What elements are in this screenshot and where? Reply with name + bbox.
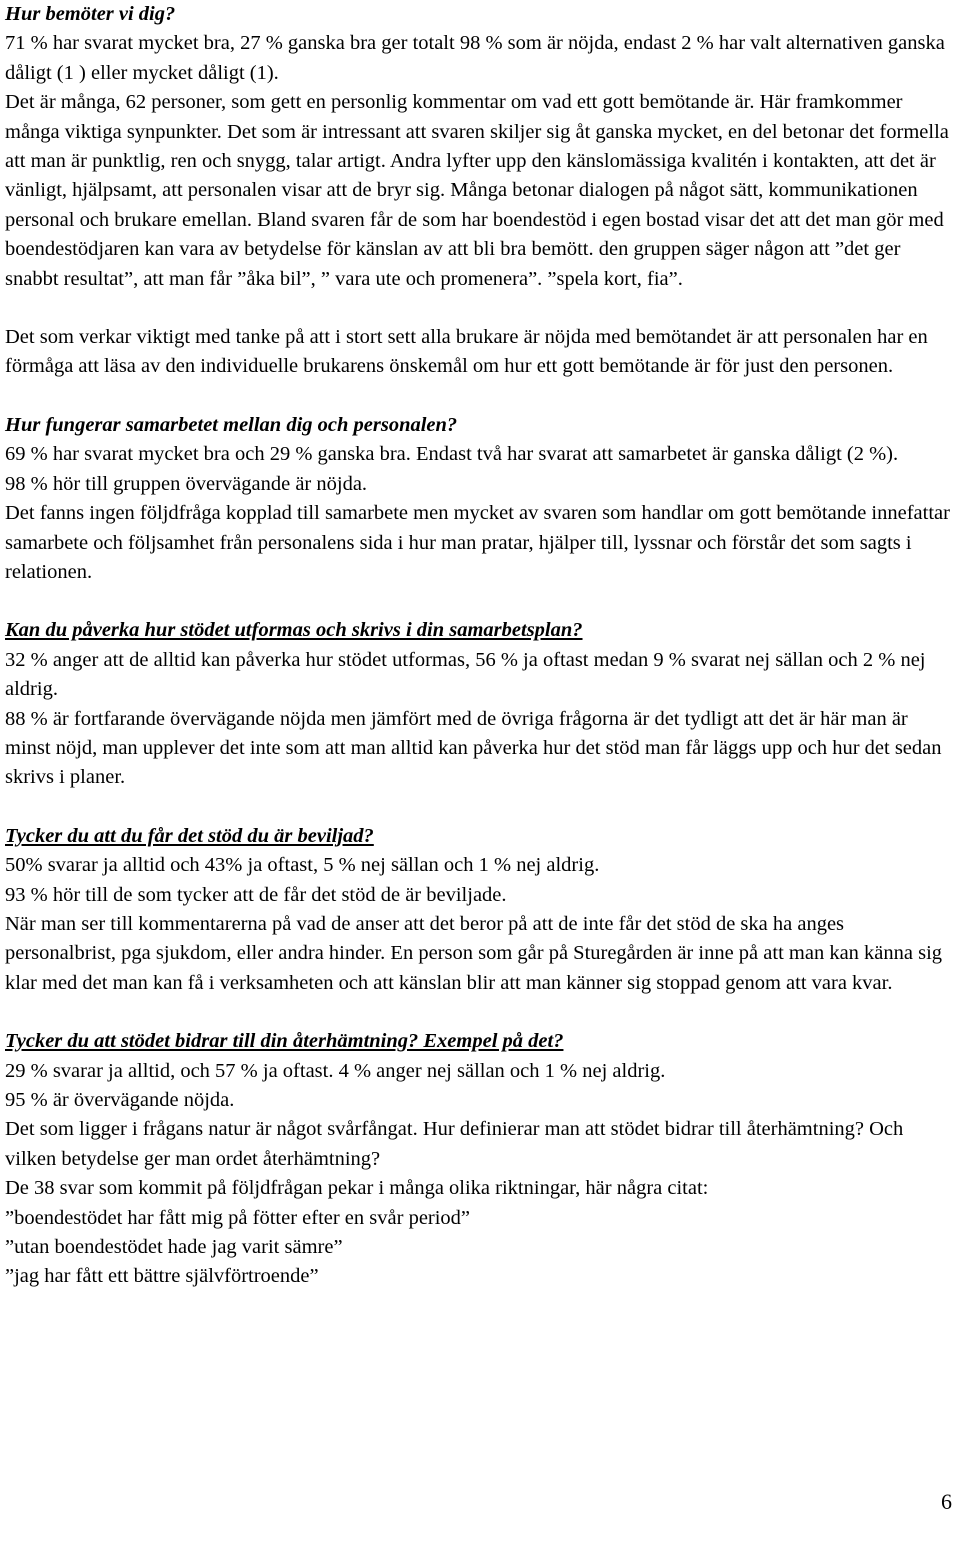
paragraph-bemotande-stats: 71 % har svarat mycket bra, 27 % ganska bra ger totalt 98 % som är nöjda, endast 2 % har valt alternativen ganska dåligt (1 ) eller mycket dåligt (1). [5,32,945,84]
quote-1: ”boendestödet har fått mig på fötter efter en svår period” [5,1206,471,1229]
paragraph-aterhamtning-answers: De 38 svar som kommit på följdfrågan pekar i många olika riktningar, här några citat: [5,1177,709,1200]
section-heading-samarbetsplan: Kan du påverka hur stödet utformas och skrivs i din samarbetsplan? [5,619,583,642]
page-number: 6 [941,1489,952,1514]
paragraph-aterhamtning-stats: 29 % svarar ja alltid, och 57 % ja oftast. 4 % anger nej sällan och 1 % nej aldrig. [5,1059,666,1082]
section-heading-samarbete: Hur fungerar samarbetet mellan dig och personalen? [5,413,458,436]
quote-3: ”jag har fått ett bättre självförtroende” [5,1265,319,1288]
paragraph-samarbetsplan-stats: 32 % anger att de alltid kan påverka hur stödet utformas, 56 % ja oftast medan 9 % svarat nej sällan och 2 % nej aldrig. [5,648,926,701]
paragraph-aterhamtning-question: Det som ligger i frågans natur är något svårfångat. Hur definierar man att stödet bidrar till återhämtning? Och vilken betydelse ger man ordet återhämtning? [5,1118,904,1170]
paragraph-beviljat-satisfied: 93 % hör till de som tycker att de får det stöd de är beviljade. [5,883,507,906]
document-page [5,0,953,1292]
quote-2: ”utan boendestödet hade jag varit sämre” [5,1236,343,1259]
paragraph-beviljat-comment: När man ser till kommentarerna på vad de anser att det beror på att de inte får det stöd de ska ha anges personalbrist, pga sjukdom, eller andra hinder. En person som går på Sturegården är inne på att man kan känna sig klar med det man kan få i verksamheten och att känslan blir att man känner sig stoppad genom att vara kvar. [5,912,943,994]
paragraph-bemotande-comments: Det är många, 62 personer, som gett en personlig kommentar om vad ett gott bemötande är. Här framkommer många viktiga synpunkter. Det som är intressant att svaren skiljer sig åt ganska mycket, en del betonar det formella att man är punktlig, ren och snygg, talar artigt. Andra lyfter upp den känslomässiga kvalitén i kontakten, att det är vänligt, hjälpsamt, att personalen visar att de bryr sig. Många betonar dialogen på något sätt, kommunikationen personal och brukare emellan. Bland svaren får de som har boendestöd i egen bostad visar det att det man gör med boendestödjaren kan vara av betydelse för känslan av att bli bra bemött. den gruppen säger någon att ”det ger snabbt resultat”, att man får ”åka bil”, ” vara ute och promenera”. ”spela kort, fia”. [5,91,949,290]
section-heading-aterhamtning: Tycker du att stödet bidrar till din återhämtning? Exempel på det? [5,1030,564,1053]
paragraph-samarbetsplan-satisfied: 88 % är fortfarande övervägande nöjda men jämfört med de övriga frågorna är det tydligt att det är här man är minst nöjd, man upplever det inte som att man alltid kan påverka hur det stöd man får läggs upp och hur det sedan skrivs i planer. [5,707,942,789]
paragraph-samarbete-stats: 69 % har svarat mycket bra och 29 % ganska bra. Endast två har svarat att samarbetet är ganska dåligt (2 %). [5,443,899,466]
paragraph-samarbete-comment: Det fanns ingen följdfråga kopplad till samarbete men mycket av svaren som handlar om gott bemötande innefattar samarbete och följsamhet från personalens sida i hur man pratar, hjälper till, lyssnar och förstår det som sagts i relationen. [5,502,950,583]
section-heading-beviljat-stod: Tycker du att du får det stöd du är beviljad? [5,824,374,847]
paragraph-samarbete-satisfied: 98 % hör till gruppen övervägande är nöjda. [5,472,368,495]
paragraph-bemotande-conclusion: Det som verkar viktigt med tanke på att i stort sett alla brukare är nöjda med bemötandet är att personalen har en förmåga att läsa av den individuelle brukarens önskemål om hur ett gott bemötande är för just den personen. [5,326,928,378]
paragraph-beviljat-stats: 50% svarar ja alltid och 43% ja oftast, 5 % nej sällan och 1 % nej aldrig. [5,854,600,877]
paragraph-aterhamtning-satisfied: 95 % är övervägande nöjda. [5,1089,235,1111]
section-heading-bemotande: Hur bemöter vi dig? [5,3,176,25]
